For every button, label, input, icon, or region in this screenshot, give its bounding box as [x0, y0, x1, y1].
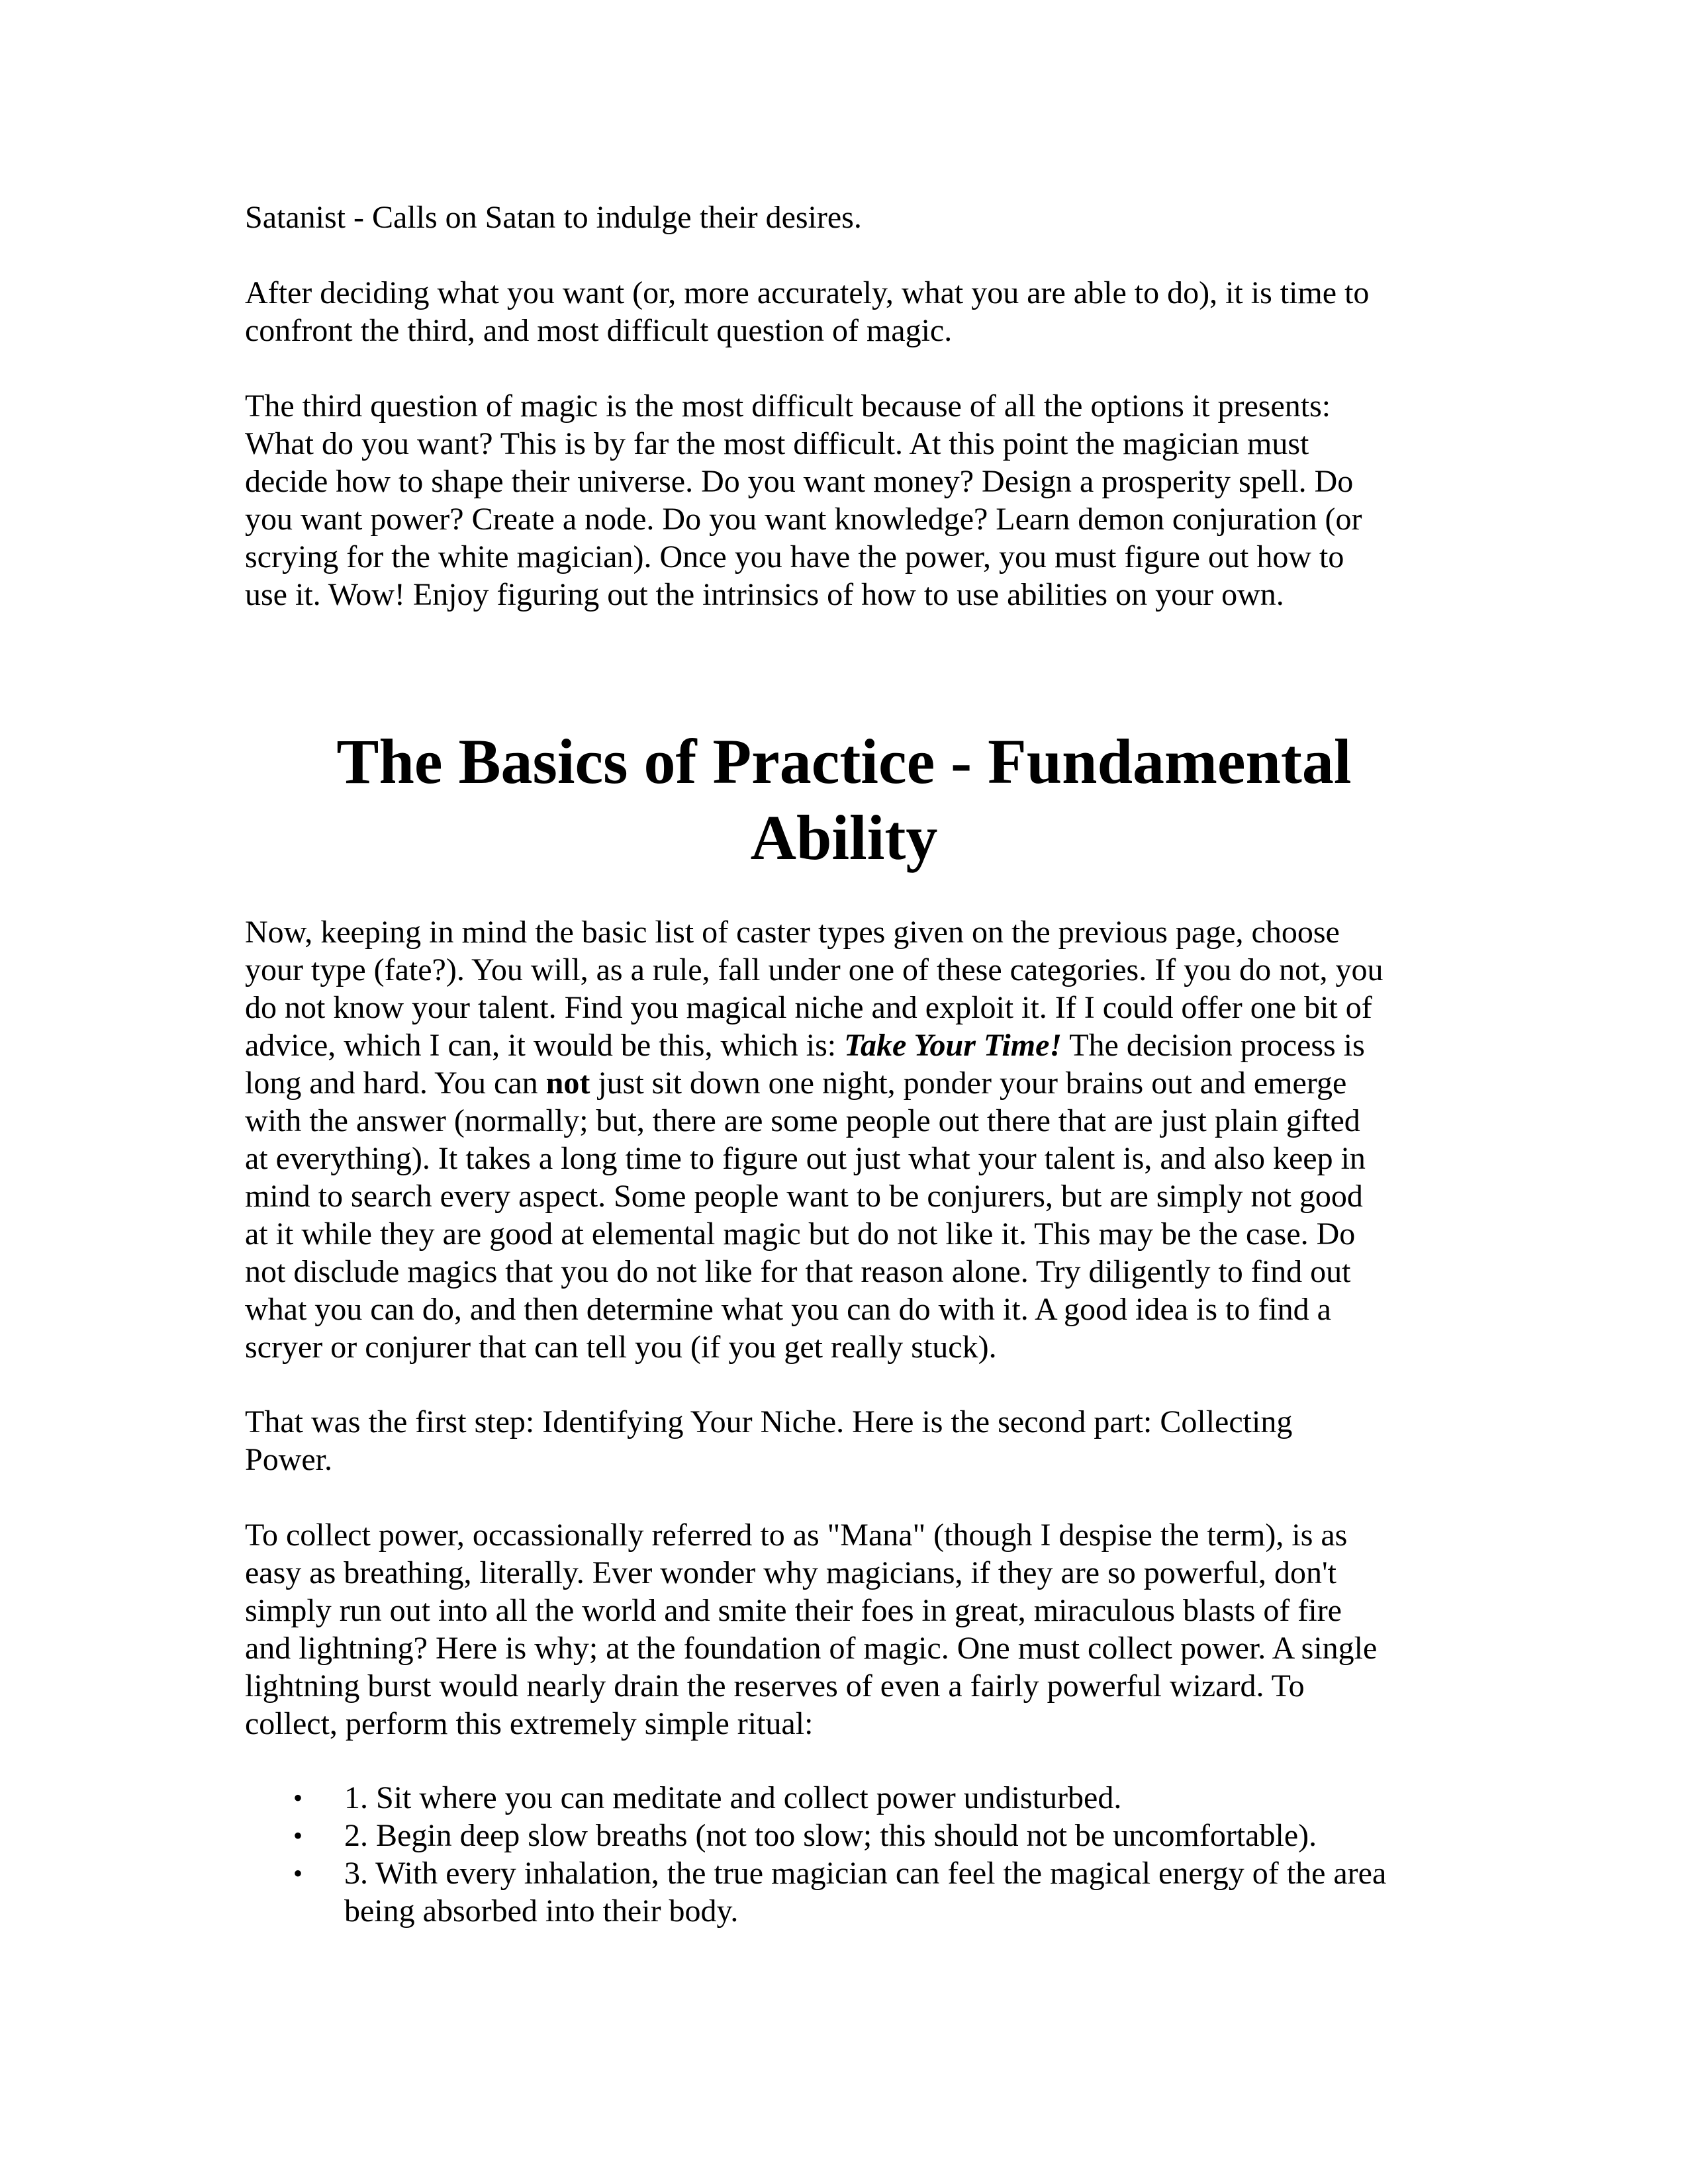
- section-heading: [0, 723, 1688, 876]
- text-line: 1. Sit where you can meditate and collect power undisturbed.: [344, 1780, 1122, 1815]
- heading-line: Ability: [750, 802, 938, 873]
- text-line: not disclude magics that you do not like for that reason alone. Try diligently to find out: [245, 1254, 1351, 1289]
- paragraph-collect-power: [245, 1516, 1443, 1743]
- text-line: That was the first step: Identifying Your Niche. Here is the second part: Collecting: [245, 1404, 1293, 1439]
- bullet-icon: •: [293, 1821, 303, 1850]
- text-line: collect, perform this extremely simple ritual:: [245, 1706, 814, 1741]
- list-item: [245, 1779, 1456, 1817]
- emphasis-not: not: [545, 1066, 590, 1101]
- text-line: use it. Wow! Enjoy figuring out the intrinsics of how to use abilities on your own.: [245, 577, 1284, 612]
- text-line: 3. With every inhalation, the true magician can feel the magical energy of the area: [344, 1856, 1387, 1891]
- bullet-icon: •: [293, 1783, 303, 1813]
- text-run: just sit down one night, ponder your brains out and emerge: [590, 1066, 1347, 1101]
- paragraph-satanist: [245, 199, 1443, 236]
- text-run: advice, which I can, it would be this, which is:: [245, 1028, 845, 1063]
- text-line: After deciding what you want (or, more accurately, what you are able to do), it is time to: [245, 275, 1370, 310]
- text-line: easy as breathing, literally. Ever wonder why magicians, if they are so powerful, don't: [245, 1555, 1337, 1590]
- heading-line: The Basics of Practice - Fundamental: [336, 726, 1352, 797]
- text-line: [245, 1026, 1443, 1064]
- text-line: Power.: [245, 1442, 332, 1477]
- text-line: being absorbed into their body.: [344, 1893, 739, 1929]
- text-line: at it while they are good at elemental magic but do not like it. This may be the case. Do: [245, 1216, 1356, 1251]
- text-line: To collect power, occassionally referred to as "Mana" (though I despise the term), is as: [245, 1518, 1348, 1553]
- paragraph-now-keeping: [245, 913, 1443, 1366]
- text-line: scryer or conjurer that can tell you (if you get really stuck).: [245, 1330, 997, 1365]
- text-line: and lightning? Here is why; at the foundation of magic. One must collect power. A single: [245, 1631, 1378, 1666]
- text-line: 2. Begin deep slow breaths (not too slow; this should not be uncomfortable).: [344, 1818, 1317, 1853]
- text-line: simply run out into all the world and smite their foes in great, miraculous blasts of fire: [245, 1593, 1342, 1628]
- text-line: The third question of magic is the most difficult because of all the options it presents:: [245, 388, 1331, 424]
- paragraph-after-deciding: [245, 274, 1443, 349]
- list-item: [245, 1854, 1456, 1930]
- text-line: do not know your talent. Find you magical niche and exploit it. If I could offer one bit of: [245, 990, 1372, 1025]
- text-line: mind to search every aspect. Some people want to be conjurers, but are simply not good: [245, 1179, 1363, 1214]
- list-item: [245, 1817, 1456, 1854]
- text-line: Satanist - Calls on Satan to indulge their desires.: [245, 200, 862, 235]
- text-line: scrying for the white magician). Once you have the power, you must figure out how to: [245, 539, 1344, 574]
- text-line: lightning burst would nearly drain the reserves of even a fairly powerful wizard. To: [245, 1668, 1305, 1704]
- text-line: your type (fate?). You will, as a rule, fall under one of these categories. If you do not, you: [245, 952, 1383, 987]
- text-line: what you can do, and then determine what you can do with it. A good idea is to find a: [245, 1292, 1331, 1327]
- ritual-steps-list: [245, 1779, 1456, 1930]
- text-line: Now, keeping in mind the basic list of caster types given on the previous page, choose: [245, 915, 1340, 950]
- text-run: The decision process is: [1062, 1028, 1365, 1063]
- text-line: with the answer (normally; but, there are some people out there that are just plain gifted: [245, 1103, 1360, 1138]
- bullet-icon: •: [293, 1858, 303, 1888]
- paragraph-third-question: [245, 387, 1443, 614]
- emphasis-take-your-time: Take Your Time!: [844, 1028, 1062, 1063]
- text-line: you want power? Create a node. Do you want knowledge? Learn demon conjuration (or: [245, 502, 1362, 537]
- paragraph-first-step: [245, 1403, 1443, 1479]
- text-line: confront the third, and most difficult question of magic.: [245, 313, 953, 348]
- text-line: What do you want? This is by far the most difficult. At this point the magician must: [245, 426, 1309, 461]
- text-line: [245, 1064, 1443, 1102]
- text-run: long and hard. You can: [245, 1066, 546, 1101]
- text-line: at everything). It takes a long time to figure out just what your talent is, and also keep in: [245, 1141, 1366, 1176]
- text-line: decide how to shape their universe. Do you want money? Design a prosperity spell. Do: [245, 464, 1354, 499]
